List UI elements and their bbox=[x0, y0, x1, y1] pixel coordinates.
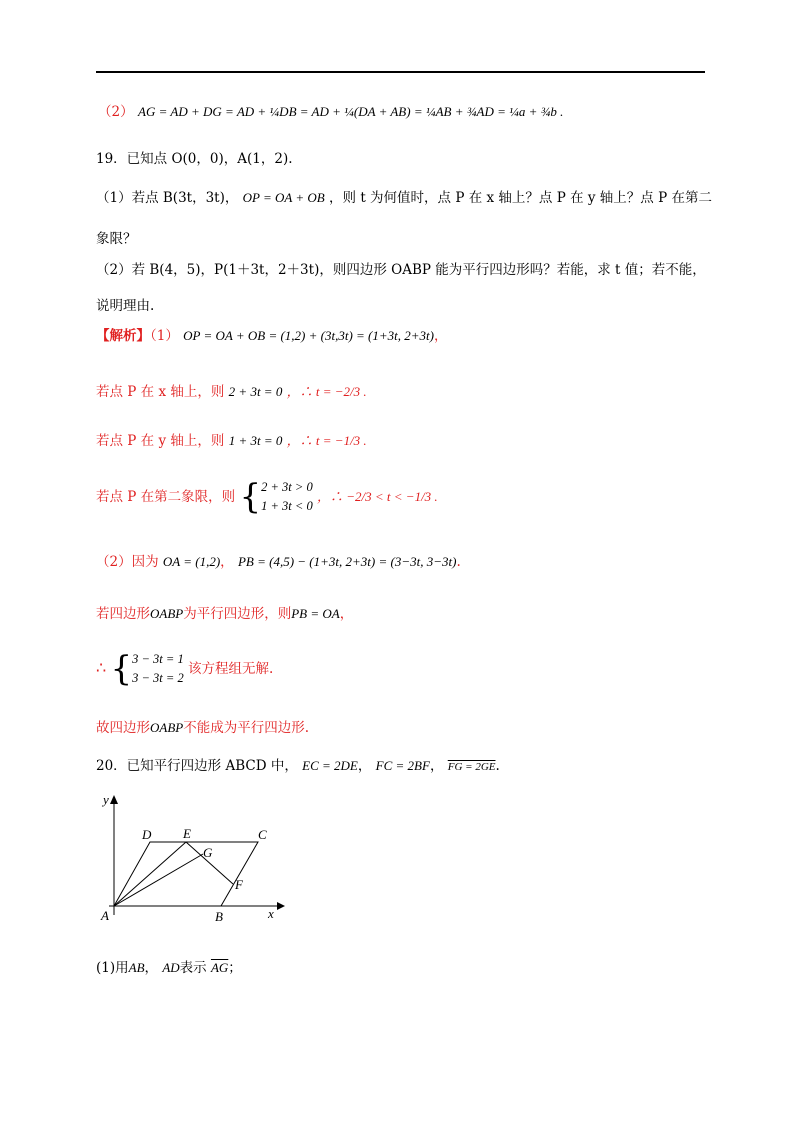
solution-second-quadrant: 若点 P 在第二象限，则 {2 + 3t > 0 1 + 3t < 0 ，∴ −2/3 < t < −1/3 . bbox=[96, 477, 438, 518]
label-b: B bbox=[215, 909, 223, 924]
q20-stem: 20．已知平行四边形 ABCD 中， EC = 2DE， FC = 2BF， FG = 2GE. bbox=[96, 758, 500, 774]
q19-stem: 19．已知点 O(0，0)，A(1，2). bbox=[96, 151, 293, 167]
solution-y-axis: 若点 P 在 y 轴上，则 1 + 3t = 0 ，∴ t = −1/3 . bbox=[96, 433, 367, 449]
prev-part2-formula: AG = AD + DG = AD + ¼DB = AD + ¼(DA + AB) = ¼AB + ¾AD = ¼a + ¾b . bbox=[138, 104, 564, 119]
prev-part2: （2） AG = AD + DG = AD + ¼DB = AD + ¼(DA + AB) = ¼AB + ¾AD = ¼a + ¾b . bbox=[98, 104, 564, 120]
q20-sub1: (1)用AB， AD表示 $\overline{AG}$； bbox=[96, 960, 242, 976]
label-a: A bbox=[101, 908, 109, 923]
segment-ae bbox=[114, 842, 186, 906]
label-f: F bbox=[235, 877, 243, 892]
x-axis-arrow bbox=[277, 902, 285, 910]
solution-part1: 【解析】（1） OP = OA + OB = (1,2) + (3t,3t) = (1+3t, 2+3t)， bbox=[96, 328, 448, 344]
label-d: D bbox=[142, 827, 152, 842]
parallelogram-abcd bbox=[114, 842, 258, 906]
quadrant-system: {2 + 3t > 0 1 + 3t < 0 bbox=[239, 477, 313, 518]
label-y: y bbox=[103, 792, 109, 807]
q19-part1: （1）若点 B(3t，3t)， OP = OA + OB ，则 t 为何值时，点 P 在 x 轴上？点 P 在 y 轴上？点 P 在第二 bbox=[96, 190, 712, 206]
q19-part1-cont: 象限？ bbox=[96, 231, 137, 247]
solution-op-formula: OP = OA + OB = (1,2) + (3t,3t) = (1+3t, 2+3t) bbox=[183, 328, 434, 343]
label-e: E bbox=[183, 826, 191, 841]
parallelogram-figure bbox=[95, 790, 295, 925]
solution-conclusion: 故四边形OABP不能成为平行四边形. bbox=[96, 720, 310, 736]
solution-parallelogram-condition: 若四边形OABP为平行四边形，则PB = OA， bbox=[96, 606, 354, 622]
solution-part2: （2）因为 OA = (1,2)， PB = (4,5) − (1+3t, 2+3t) = (3−3t, 3−3t). bbox=[96, 554, 461, 570]
q19-part2: （2）若 B(4，5)，P(1＋3t，2＋3t)，则四边形 OABP 能为平行四边形吗？若能，求 t 值；若不能， bbox=[96, 262, 706, 278]
label-x: x bbox=[268, 906, 274, 921]
label-g: G bbox=[203, 845, 213, 860]
segment-ag bbox=[114, 854, 203, 906]
equation-system: {3 − 3t = 1 3 − 3t = 2 bbox=[110, 649, 184, 690]
solution-tag: 【解析】 bbox=[96, 328, 150, 344]
y-axis-arrow bbox=[110, 795, 118, 804]
solution-x-axis: 若点 P 在 x 轴上，则 2 + 3t = 0 ，∴ t = −2/3 . bbox=[96, 384, 367, 400]
header-rule bbox=[96, 71, 705, 73]
solution-equation-system: ∴ {3 − 3t = 1 3 − 3t = 2 该方程组无解. bbox=[96, 649, 274, 690]
q19-op-formula: OP = OA + OB bbox=[242, 190, 325, 205]
label-c: C bbox=[258, 827, 267, 842]
q19-part2-cont: 说明理由. bbox=[96, 298, 155, 314]
